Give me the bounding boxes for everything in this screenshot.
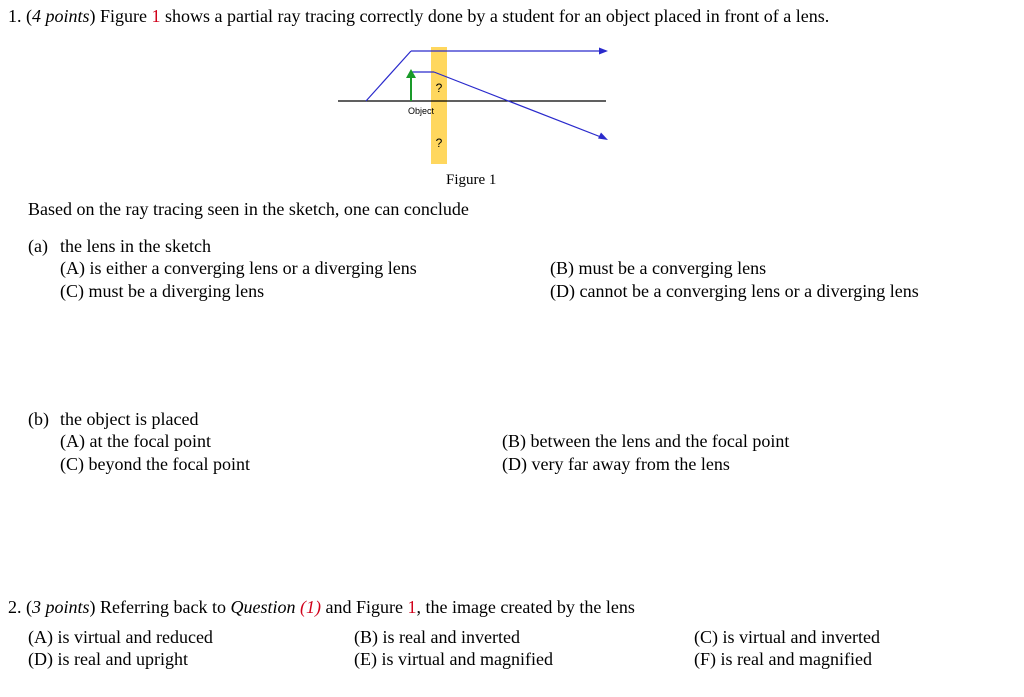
question-2-option-c[interactable]: (C) is virtual and inverted: [694, 627, 880, 647]
ray-arrowhead-bottom: [598, 133, 608, 141]
question-2-number: 2.: [8, 597, 22, 617]
question-2-question-word: Question: [230, 597, 296, 617]
question-1-number: 1.: [8, 6, 22, 26]
part-b-option-d[interactable]: (D) very far away from the lens: [502, 454, 730, 474]
question-2-text-2: and Figure: [325, 597, 403, 617]
question-1-intro-pre: Figure: [100, 6, 148, 26]
part-a-option-b[interactable]: (B) must be a converging lens: [550, 258, 767, 278]
question-2-option-b[interactable]: (B) is real and inverted: [354, 627, 520, 647]
ray-incident-oblique: [366, 51, 411, 101]
part-b-label: (b): [28, 409, 49, 429]
part-a-option-c[interactable]: (C) must be a diverging lens: [60, 281, 265, 301]
question-1-reference[interactable]: (1): [299, 597, 321, 617]
part-a-option-a[interactable]: (A) is either a converging lens or a diverging lens: [60, 258, 417, 278]
question-2-header: 2. (3 points) Referring back to Question (1) and Figure 1, the image created by the lens: [8, 597, 635, 617]
question-2-option-d[interactable]: (D) is real and upright: [28, 649, 188, 669]
part-a-label: (a): [28, 236, 48, 256]
figure-1-caption: Figure 1: [446, 172, 497, 188]
question-2-option-f[interactable]: (F) is real and magnified: [694, 649, 872, 669]
object-label: Object: [407, 106, 435, 116]
unknown-mark-top: ?: [435, 81, 443, 95]
part-b-option-c[interactable]: (C) beyond the focal point: [60, 454, 250, 474]
ray-arrowhead-top: [599, 48, 608, 55]
part-b-prompt: the object is placed: [60, 409, 199, 429]
figure-1-reference-q2[interactable]: 1: [407, 597, 417, 617]
part-a-prompt: the lens in the sketch: [60, 236, 211, 256]
question-2-option-e[interactable]: (E) is virtual and magnified: [354, 649, 553, 669]
object-arrow-head: [406, 69, 416, 78]
unknown-mark-bottom: ?: [435, 136, 443, 150]
figure-1-reference[interactable]: 1: [151, 6, 161, 26]
part-b-option-b[interactable]: (B) between the lens and the focal point: [502, 431, 790, 451]
question-2-points: 3 points: [32, 597, 90, 617]
question-1-intro-post: shows a partial ray tracing correctly done by a student for an object placed in front of a lens.: [165, 6, 830, 26]
question-2-option-a[interactable]: (A) is virtual and reduced: [28, 627, 213, 647]
part-a-option-d[interactable]: (D) cannot be a converging lens or a diverging lens: [550, 281, 919, 301]
ray-refracted-oblique: [434, 72, 606, 139]
question-1-points: 4 points: [32, 6, 90, 26]
question-2-text-1: Referring back to: [100, 597, 226, 617]
question-1-stem: Based on the ray tracing seen in the sketch, one can conclude: [28, 199, 469, 219]
question-1-header: 1. (4 points) Figure 1 shows a partial ray tracing correctly done by a student for an object placed in front of a lens.: [8, 6, 830, 26]
part-b-option-a[interactable]: (A) at the focal point: [60, 431, 211, 451]
figure-1-ray-diagram: [330, 40, 620, 170]
question-2-text-3: , the image created by the lens: [416, 597, 635, 617]
